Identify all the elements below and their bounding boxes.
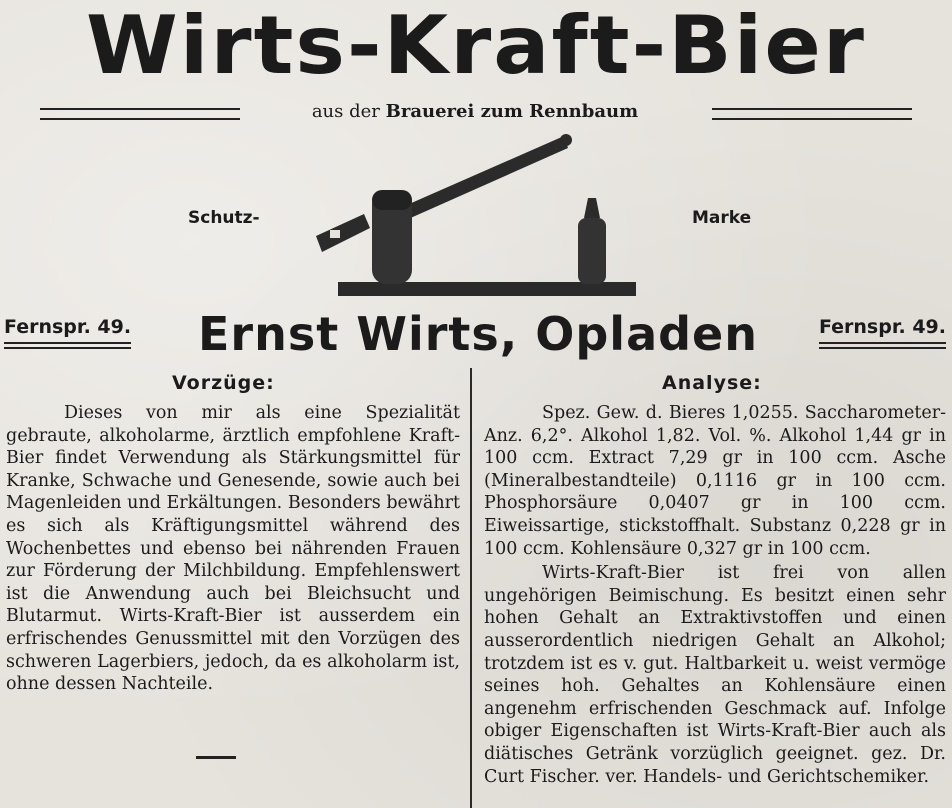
- subtitle-prefix: aus der: [311, 101, 380, 122]
- lever-head-slot: [330, 230, 340, 238]
- trademark-label-left: Schutz-: [188, 208, 260, 228]
- phone-number-left: Fernspr. 49.: [4, 316, 131, 344]
- advantages-column: [6, 402, 460, 696]
- advantages-heading: Vorzüge:: [172, 372, 275, 394]
- left-double-rule: [40, 108, 240, 120]
- advantages-text: Dieses von mir als eine Spezialität gebraute, alkoholarme, ärztlich empfohlene Kraft-Bier findet Verwendung als Stärkungsmittel für Kranke, Schwache und Genesende, sowie auch bei Magenleiden und Erkältungen. Besonders bewährt es sich als Kräftigungsmittel während des Wochenbettes und ebenso bei nährenden Frauen zur Förderung der Milchbildung. Empfehlenswert ist die Anwendung auch bei Bleichsucht und Blutarmut. Wirts-Kraft-Bier ist ausserdem ein erfrischendes Genussmittel mit den Vorzügen des schweren Lagerbiers, jedoch, da es alkoholarm ist, ohne dessen Nachteile.: [6, 403, 460, 695]
- brewery-name: Brauerei zum Rennbaum: [385, 101, 639, 122]
- subtitle-line: [0, 100, 952, 126]
- lever-arm-shape: [400, 136, 568, 220]
- owner-name: Ernst Wirts, Opladen: [197, 307, 758, 361]
- right-double-rule: [712, 108, 912, 120]
- analysis-column: [484, 402, 946, 788]
- beer-tap-lever-icon: [300, 128, 660, 304]
- analysis-paragraph-1: Spez. Gew. d. Bieres 1,0255. Saccharometer-Anz. 6,2°. Alkohol 1,82. Vol. %. Alkohol 1,44 gr in 100 ccm. Extract 7,29 gr in 100 ccm. Asche (Mineralbestandteile) 0,1116 gr in 100 ccm. Phosphorsäure 0,0407 gr in 100 ccm. Eiweissartige, stickstoffhalt. Substanz 0,228 gr in 100 ccm. Kohlensäure 0,327 gr in 100 ccm.: [484, 403, 946, 559]
- post-cap-shape: [372, 190, 412, 210]
- bottle-shape: [578, 218, 606, 284]
- trademark-label-right: Marke: [692, 208, 752, 228]
- phone-number-right: Fernspr. 49.: [819, 316, 946, 344]
- bottle-neck-shape: [584, 198, 600, 218]
- brewery-subtitle: [240, 100, 710, 124]
- ad-title: Wirts-Kraft-Bier: [86, 0, 866, 92]
- analysis-heading: Analyse:: [662, 372, 762, 394]
- column-divider: [470, 368, 472, 808]
- analysis-paragraph-2: Wirts-Kraft-Bier ist frei von allen ungehörigen Beimischung. Es besitzt einen sehr hohen Gehalt an Extraktivstoffen und einen ausserordentlich niedrigen Gehalt an Alkohol; trotzdem ist es v. gut. Haltbarkeit u. weist vermöge seines hoh. Gehaltes an Kohlensäure einen angenehm erfrischenden Geschmack auf. Infolge obiger Eigenschaften ist Wirts-Kraft-Bier auch als diätisches Getränk vorzüglich geeignet. gez. Dr. Curt Fischer. ver. Handels- und Gerichtschemiker.: [484, 563, 946, 787]
- lever-head-shape: [316, 214, 370, 252]
- lever-knob-shape: [560, 134, 572, 146]
- platform-shape: [338, 282, 636, 296]
- end-rule: [196, 756, 236, 759]
